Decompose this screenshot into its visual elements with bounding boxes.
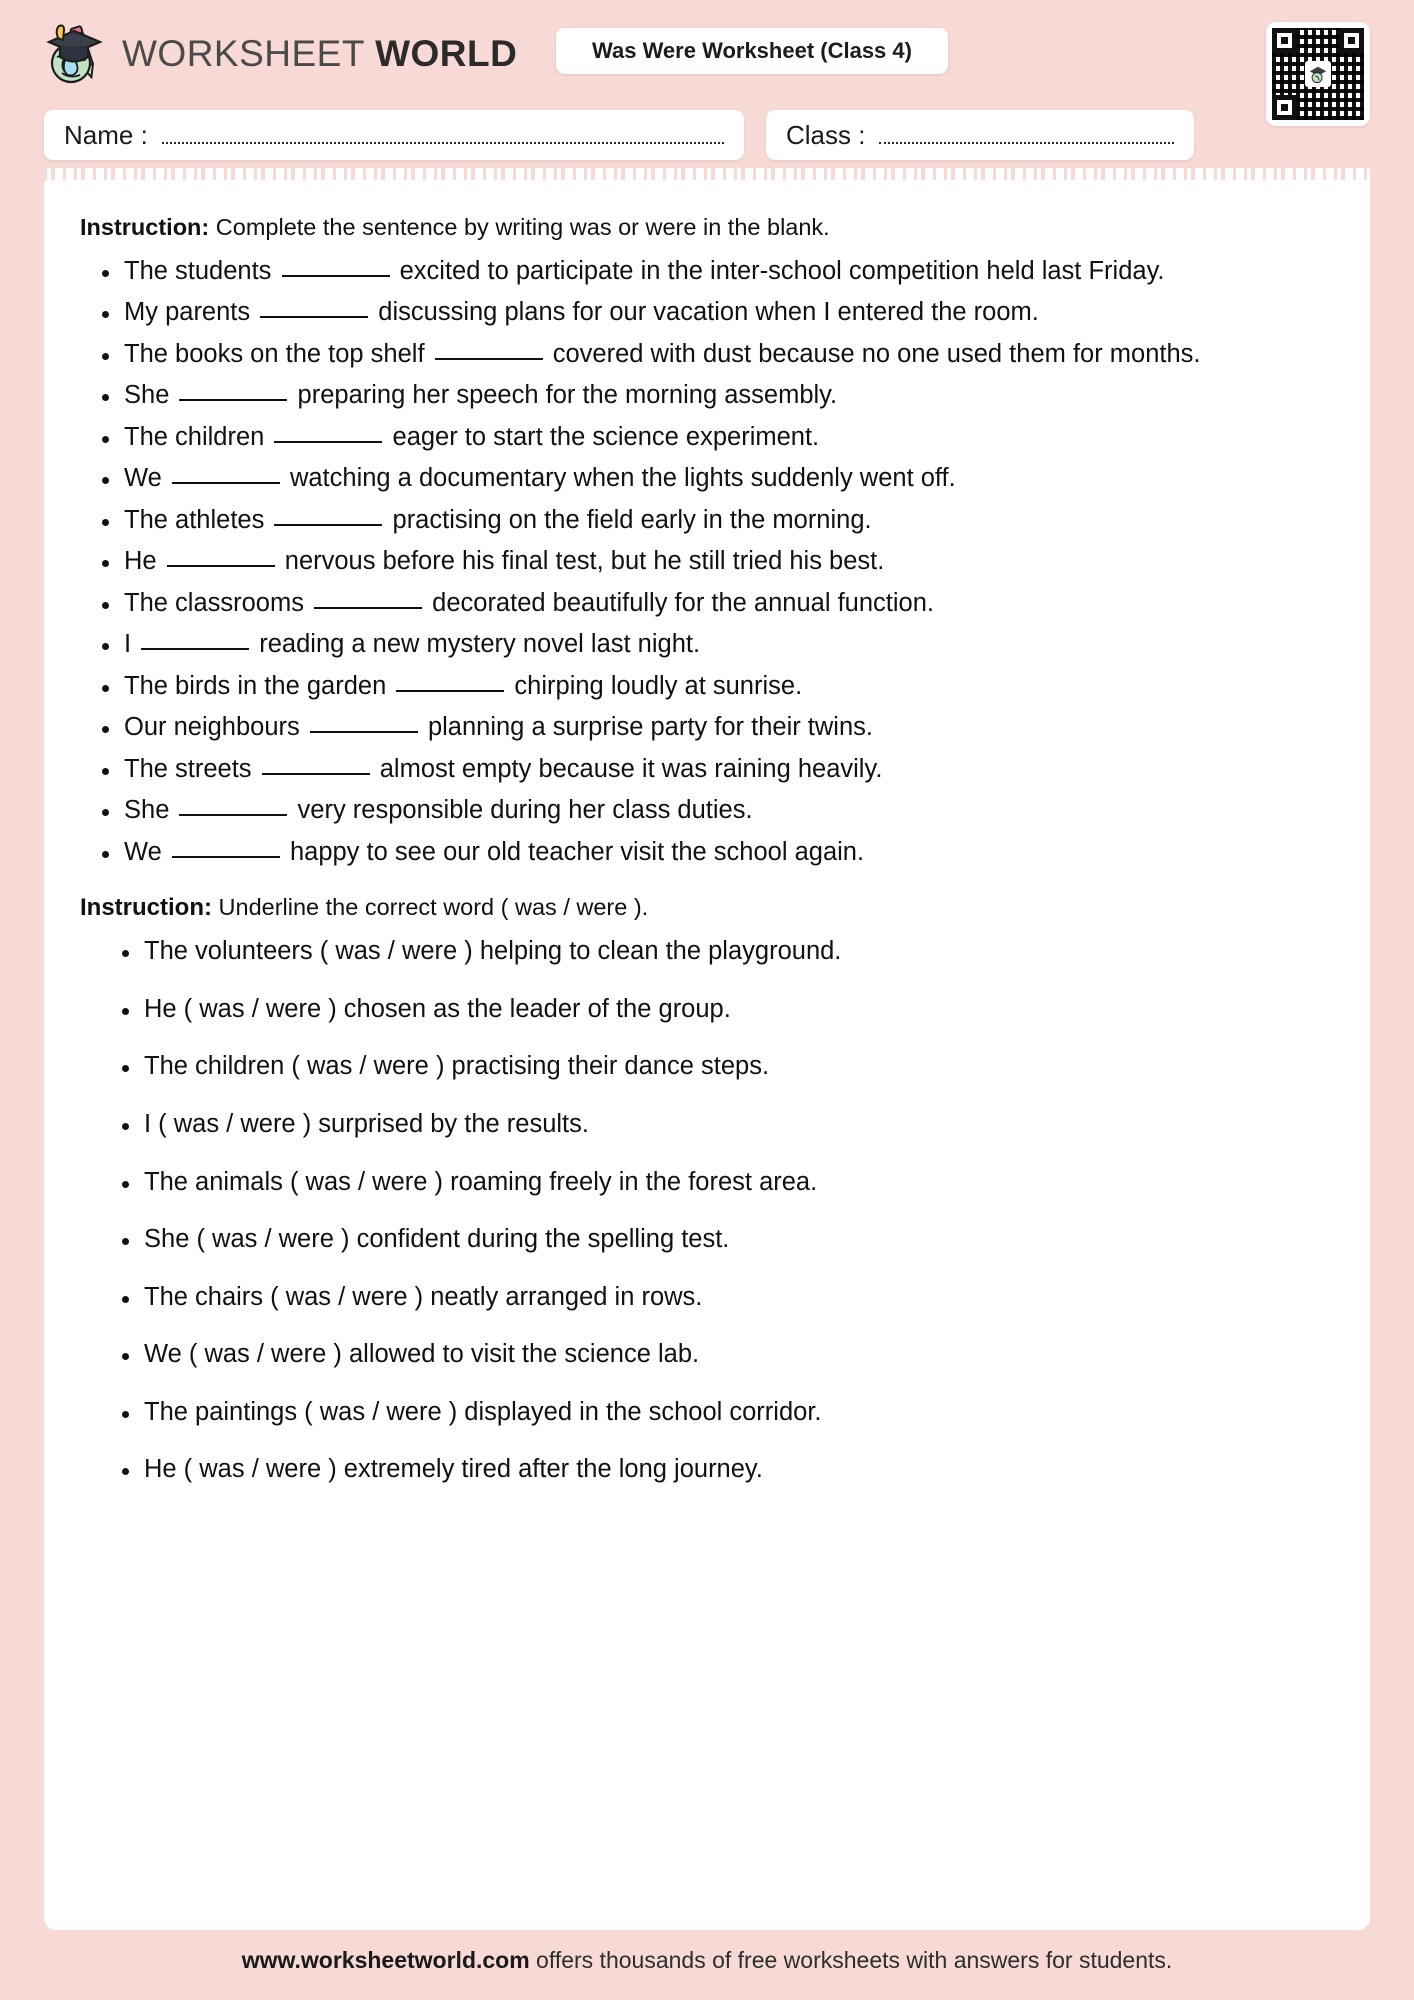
brand-row	[44, 0, 1370, 108]
sentence-prefix: The classrooms	[124, 588, 312, 617]
section1-instruction	[80, 212, 1334, 244]
sentence-prefix: He	[124, 547, 164, 576]
sentence-prefix: We	[124, 464, 169, 493]
sentence-text: He ( was / were ) chosen as the leader of the group.	[144, 994, 731, 1023]
underline-choice-item[interactable]	[80, 1220, 1334, 1260]
sentence-text: We ( was / were ) allowed to visit the science lab.	[144, 1340, 700, 1369]
answer-blank[interactable]	[274, 524, 382, 526]
section2-question-list	[80, 932, 1334, 1489]
underline-choice-item[interactable]	[80, 932, 1334, 972]
answer-blank[interactable]	[172, 482, 280, 484]
fill-blank-item	[80, 459, 1334, 499]
graduation-cap-globe-pencil-logo	[44, 21, 106, 87]
fill-blank-item	[80, 335, 1334, 375]
sentence-prefix: The birds in the garden	[124, 671, 394, 700]
fill-blank-item	[80, 376, 1334, 416]
sentence-suffix: planning a surprise party for their twins.	[420, 713, 873, 742]
fill-blank-item	[80, 542, 1334, 582]
answer-blank[interactable]	[310, 731, 418, 733]
sentence-prefix: I	[124, 630, 139, 659]
name-field[interactable]	[44, 110, 744, 160]
sentence-suffix: discussing plans for our vacation when I entered the room.	[371, 298, 1039, 327]
sentence-suffix: eager to start the science experiment.	[385, 422, 820, 451]
answer-blank[interactable]	[179, 399, 287, 401]
footer-tagline: offers thousands of free worksheets with answers for students.	[529, 1946, 1173, 1973]
fill-blank-item	[80, 667, 1334, 707]
underline-choice-item[interactable]	[80, 1335, 1334, 1375]
worksheet-sheet	[44, 180, 1370, 1920]
sentence-suffix: decorated beautifully for the annual function.	[425, 588, 934, 617]
fill-blank-item	[80, 708, 1334, 748]
sentence-suffix: happy to see our old teacher visit the school again.	[282, 837, 865, 866]
sentence-text: I ( was / were ) surprised by the results.	[144, 1110, 589, 1138]
sentence-text: He ( was / were ) extremely tired after the long journey.	[144, 1455, 763, 1484]
fill-blank-item	[80, 252, 1334, 292]
sentence-prefix: The athletes	[124, 505, 272, 534]
brand-logo	[44, 21, 517, 87]
student-fields	[44, 108, 1370, 162]
brand-name-part1: WORKSHEET	[122, 33, 376, 74]
sentence-suffix: almost empty because it was raining heavily.	[372, 754, 883, 783]
sentence-prefix: Our neighbours	[124, 713, 307, 742]
underline-choice-item[interactable]	[80, 1047, 1334, 1087]
name-input-line[interactable]	[162, 142, 724, 144]
qr-code-icon[interactable]	[1266, 22, 1370, 126]
page-header	[0, 0, 1414, 178]
brand-name	[122, 33, 517, 75]
sentence-prefix: We	[124, 837, 169, 866]
torn-paper-edge-top	[44, 168, 1370, 184]
sentence-text: The chairs ( was / were ) neatly arranged in rows.	[144, 1282, 703, 1311]
section1-instruction-label: Instruction:	[80, 214, 210, 240]
fill-blank-item	[80, 750, 1334, 790]
answer-blank[interactable]	[396, 690, 504, 692]
footer-site-url[interactable]: www.worksheetworld.com	[241, 1946, 530, 1973]
answer-blank[interactable]	[179, 814, 287, 816]
underline-choice-item[interactable]	[80, 1393, 1334, 1433]
section2-instruction	[80, 894, 1334, 922]
sentence-suffix: watching a documentary when the lights suddenly went off.	[282, 464, 956, 493]
answer-blank[interactable]	[262, 773, 370, 775]
sentence-suffix: excited to participate in the inter-school competition held last Friday.	[392, 256, 1165, 285]
sentence-suffix: very responsible during her class duties.	[290, 796, 753, 825]
answer-blank[interactable]	[282, 275, 390, 277]
worksheet-title-pill	[556, 28, 948, 74]
fill-blank-item	[80, 293, 1334, 333]
class-field[interactable]	[766, 110, 1194, 160]
underline-choice-item[interactable]	[80, 1105, 1334, 1145]
sentence-suffix: chirping loudly at sunrise.	[507, 671, 803, 700]
sentence-suffix: reading a new mystery novel last night.	[252, 630, 701, 659]
answer-blank[interactable]	[314, 607, 422, 609]
answer-blank[interactable]	[141, 648, 249, 650]
class-input-line[interactable]	[879, 142, 1174, 144]
sentence-suffix: covered with dust because no one used them for months.	[545, 339, 1201, 368]
underline-choice-item[interactable]	[80, 1278, 1334, 1318]
section2-instruction-label: Instruction:	[80, 894, 212, 922]
fill-blank-item	[80, 625, 1334, 665]
answer-blank[interactable]	[260, 316, 368, 318]
fill-blank-item	[80, 833, 1334, 873]
sentence-text: The animals ( was / were ) roaming freely in the forest area.	[144, 1167, 818, 1196]
section2-instruction-text: Underline the correct word ( was / were ).	[218, 894, 649, 921]
answer-blank[interactable]	[172, 856, 280, 858]
sentence-prefix: She	[124, 796, 177, 825]
sentence-text: The children ( was / were ) practising their dance steps.	[144, 1052, 770, 1081]
page-title: Was Were Worksheet (Class 4)	[592, 38, 912, 63]
sentence-prefix: The streets	[124, 754, 259, 783]
sentence-suffix: preparing her speech for the morning assembly.	[290, 381, 838, 410]
fill-blank-item	[80, 501, 1334, 541]
section1-instruction-text: Complete the sentence by writing was or were in the blank.	[215, 214, 830, 240]
sentence-text: She ( was / were ) confident during the spelling test.	[144, 1225, 730, 1254]
brand-name-part2: WORLD	[375, 33, 518, 74]
underline-choice-item[interactable]	[80, 990, 1334, 1030]
fill-blank-item	[80, 418, 1334, 458]
sentence-prefix: The students	[124, 256, 279, 285]
page-footer	[0, 1920, 1414, 2000]
sentence-prefix: The children	[124, 422, 272, 451]
footer-text	[242, 1947, 1173, 1974]
sentence-text: The paintings ( was / were ) displayed in the school corridor.	[144, 1397, 822, 1426]
fill-blank-item	[80, 791, 1334, 831]
class-label: Class :	[786, 119, 866, 150]
answer-blank[interactable]	[274, 441, 382, 443]
sentence-prefix: My parents	[124, 298, 258, 327]
sentence-text: The volunteers ( was / were ) helping to clean the playground.	[144, 937, 842, 966]
sentence-suffix: nervous before his final test, but he still tried his best.	[277, 547, 885, 576]
underline-choice-item[interactable]	[80, 1163, 1334, 1203]
sentence-prefix: She	[124, 381, 177, 410]
sentence-prefix: The books on the top shelf	[124, 339, 432, 368]
section1-question-list	[80, 252, 1334, 873]
answer-blank[interactable]	[167, 565, 275, 567]
fill-blank-item	[80, 584, 1334, 624]
underline-choice-item[interactable]	[80, 1450, 1334, 1490]
name-label: Name :	[64, 119, 148, 150]
sentence-suffix: practising on the field early in the morning.	[385, 505, 872, 534]
answer-blank[interactable]	[435, 358, 543, 360]
